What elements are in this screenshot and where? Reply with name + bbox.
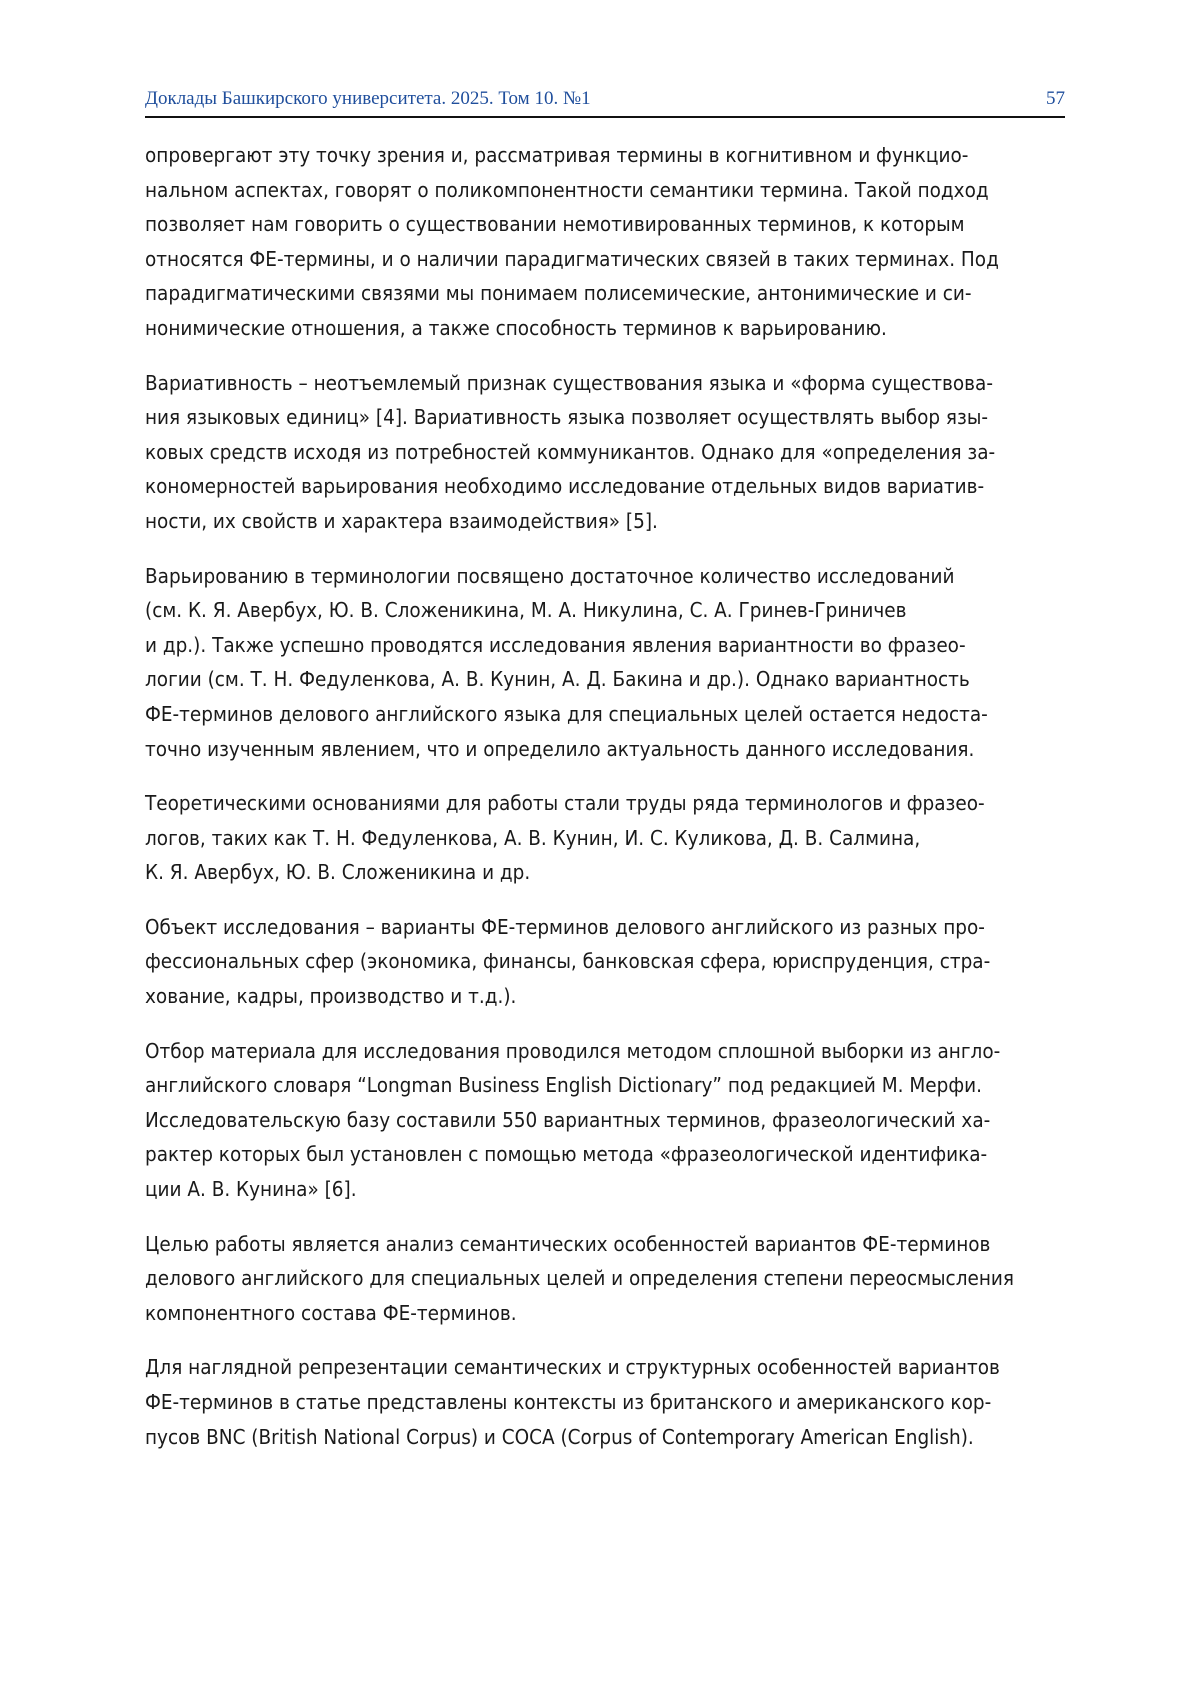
text-line: Для наглядной репрезентации семантических и структурных особенностей вариантов — [145, 1350, 1065, 1385]
text-line: Варьированию в терминологии посвящено достаточное количество исследований — [145, 559, 1065, 594]
text-line: ФЕ-терминов делового английского языка для специальных целей остается недоста- — [145, 697, 1065, 732]
text-line: нальном аспектах, говорят о поликомпонентности семантики термина. Такой подход — [145, 173, 1065, 208]
text-line: ния языковых единиц» [4]. Вариативность языка позволяет осуществлять выбор язы- — [145, 400, 1065, 435]
paragraph-2 — [145, 366, 1065, 539]
text-line: английского словаря “Longman Business English Dictionary” под редакцией М. Мерфи. — [145, 1068, 1065, 1103]
text-line: и др.). Также успешно проводятся исследования явления вариантности во фразео- — [145, 628, 1065, 663]
text-line: ности, их свойств и характера взаимодействия» [5]. — [145, 504, 1065, 539]
text-line: рактер которых был установлен с помощью метода «фразеологической идентифика- — [145, 1137, 1065, 1172]
paragraph-6 — [145, 1034, 1065, 1207]
page — [145, 88, 1065, 1474]
paragraph-1 — [145, 138, 1065, 346]
text-line: кономерностей варьирования необходимо исследование отдельных видов вариатив- — [145, 469, 1065, 504]
text-line: Вариативность – неотъемлемый признак существования языка и «форма существова- — [145, 366, 1065, 401]
text-line: Исследовательскую базу составили 550 вариантных терминов, фразеологический ха- — [145, 1103, 1065, 1138]
text-line: Отбор материала для исследования проводился методом сплошной выборки из англо- — [145, 1034, 1065, 1069]
text-line: Целью работы является анализ семантических особенностей вариантов ФЕ-терминов — [145, 1227, 1065, 1262]
text-line: ковых средств исходя из потребностей коммуникантов. Однако для «определения за- — [145, 435, 1065, 470]
text-line: точно изученным явлением, что и определило актуальность данного исследования. — [145, 732, 1065, 767]
running-header — [145, 88, 1065, 118]
text-line: логии (см. Т. Н. Федуленкова, А. В. Кунин, А. Д. Бакина и др.). Однако вариантность — [145, 662, 1065, 697]
text-line: К. Я. Авербух, Ю. В. Сложеникина и др. — [145, 855, 1065, 890]
text-line: логов, таких как Т. Н. Федуленкова, А. В. Кунин, И. С. Куликова, Д. В. Салмина, — [145, 821, 1065, 856]
paragraph-8 — [145, 1350, 1065, 1454]
paragraph-4 — [145, 786, 1065, 890]
text-line: позволяет нам говорить о существовании немотивированных терминов, к которым — [145, 207, 1065, 242]
text-line: Теоретическими основаниями для работы стали труды ряда терминологов и фразео- — [145, 786, 1065, 821]
text-line: парадигматическими связями мы понимаем полисемические, антонимические и си- — [145, 276, 1065, 311]
article-body — [145, 138, 1065, 1454]
text-line: нонимические отношения, а также способность терминов к варьированию. — [145, 311, 1065, 346]
paragraph-3 — [145, 559, 1065, 767]
paragraph-7 — [145, 1227, 1065, 1331]
text-line: пусов BNC (British National Corpus) и COCA (Corpus of Contemporary American English). — [145, 1420, 1065, 1455]
text-line: хование, кадры, производство и т.д.). — [145, 979, 1065, 1014]
text-line: фессиональных сфер (экономика, финансы, банковская сфера, юриспруденция, стра- — [145, 944, 1065, 979]
journal-title: Доклады Башкирского университета. 2025. Том 10. №1 — [145, 88, 591, 110]
page-number: 57 — [1046, 88, 1065, 110]
paragraph-5 — [145, 910, 1065, 1014]
text-line: опровергают эту точку зрения и, рассматривая термины в когнитивном и функцио- — [145, 138, 1065, 173]
text-line: компонентного состава ФЕ-терминов. — [145, 1296, 1065, 1331]
text-line: делового английского для специальных целей и определения степени переосмысления — [145, 1261, 1065, 1296]
text-line: ФЕ-терминов в статье представлены контексты из британского и американского кор- — [145, 1385, 1065, 1420]
text-line: относятся ФЕ-термины, и о наличии парадигматических связей в таких терминах. Под — [145, 242, 1065, 277]
text-line: ции А. В. Кунина» [6]. — [145, 1172, 1065, 1207]
text-line: Объект исследования – варианты ФЕ-терминов делового английского из разных про- — [145, 910, 1065, 945]
text-line: (см. К. Я. Авербух, Ю. В. Сложеникина, М. А. Никулина, С. А. Гринев-Гриничев — [145, 593, 1065, 628]
